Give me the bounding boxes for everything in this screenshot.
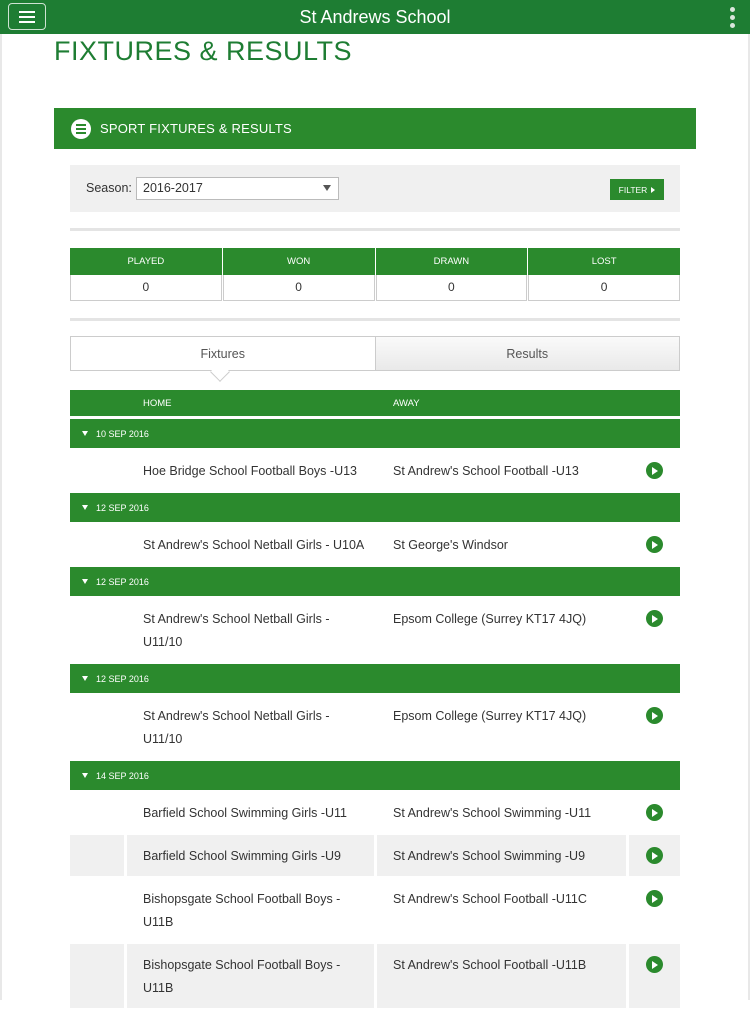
away-team: Epsom College (Surrey KT17 4JQ) [393, 709, 587, 723]
section-title: SPORT FIXTURES & RESULTS [100, 121, 292, 136]
season-filter-bar [70, 165, 680, 212]
stat-label: LOST [528, 248, 680, 275]
home-team: Bishopsgate School Football Boys - U11B [143, 892, 341, 929]
stat-label: PLAYED [70, 248, 222, 275]
tab-fixtures[interactable] [70, 336, 376, 371]
stat-label: WON [223, 248, 375, 275]
fixtures-list [70, 419, 680, 1010]
filter-button[interactable] [610, 179, 664, 200]
away-team: St Andrew's School Football -U13 [393, 464, 579, 478]
home-team: Hoe Bridge School Football Boys -U13 [143, 464, 358, 478]
collapse-arrow-icon [82, 579, 88, 584]
stat-value: 0 [223, 275, 375, 301]
fixture-details-icon[interactable] [646, 707, 663, 724]
away-team: St George's Windsor [393, 538, 508, 552]
chevron-right-icon [651, 187, 655, 193]
collapse-arrow-icon [82, 773, 88, 778]
stat-value: 0 [528, 275, 680, 301]
stats-table [70, 248, 680, 301]
section-header [54, 108, 696, 149]
top-app-bar [0, 0, 750, 34]
season-select[interactable] [136, 177, 339, 200]
collapse-arrow-icon [82, 505, 88, 510]
season-value: 2016-2017 [143, 181, 203, 195]
stat-lost [528, 248, 680, 301]
away-team: St Andrew's School Football -U11C [393, 892, 587, 906]
fixture-date: 12 SEP 2016 [96, 673, 149, 684]
away-team: St Andrew's School Swimming -U9 [377, 835, 629, 876]
home-team: Barfield School Swimming Girls -U9 [127, 835, 377, 876]
fixture-row[interactable] [70, 695, 680, 759]
date-group-header[interactable] [70, 761, 680, 790]
home-team: St Andrew's School Netball Girls - U10A [143, 538, 365, 552]
fixture-row[interactable] [70, 835, 680, 876]
fixture-date: 12 SEP 2016 [96, 576, 149, 587]
away-team: St Andrew's School Swimming -U11 [393, 806, 592, 820]
stat-value: 0 [70, 275, 222, 301]
stat-played [70, 248, 223, 301]
filter-label: FILTER [618, 184, 648, 195]
stat-drawn [376, 248, 529, 301]
fixture-date: 10 SEP 2016 [96, 428, 149, 439]
fixture-details-icon[interactable] [646, 890, 663, 907]
fixture-row[interactable] [70, 878, 680, 942]
home-team: St Andrew's School Netball Girls - U11/10 [143, 709, 330, 746]
tab-results[interactable] [376, 336, 681, 371]
collapse-arrow-icon [82, 431, 88, 436]
fixture-details-icon[interactable] [646, 610, 663, 627]
fixture-details-icon[interactable] [646, 847, 663, 864]
fixture-row[interactable] [70, 792, 680, 833]
home-team: Bishopsgate School Football Boys - U11B [127, 944, 377, 1008]
stat-won [223, 248, 376, 301]
fixture-date: 14 SEP 2016 [96, 770, 149, 781]
fixture-details-icon[interactable] [646, 536, 663, 553]
season-label: Season: [86, 181, 132, 195]
home-column-label: HOME [143, 398, 172, 409]
tab-label: Fixtures [200, 347, 245, 361]
date-group-header[interactable] [70, 419, 680, 448]
away-team: Epsom College (Surrey KT17 4JQ) [393, 612, 587, 626]
fixture-row[interactable] [70, 524, 680, 565]
fixture-row[interactable] [70, 598, 680, 662]
collapse-arrow-icon [82, 676, 88, 681]
away-column-label: AWAY [393, 398, 420, 409]
date-group-header[interactable] [70, 664, 680, 693]
left-border [0, 34, 2, 1000]
home-team: Barfield School Swimming Girls -U11 [143, 806, 347, 820]
active-tab-pointer [210, 362, 230, 382]
tab-bar [70, 336, 680, 371]
stat-label: DRAWN [376, 248, 528, 275]
fixture-row[interactable] [70, 450, 680, 491]
divider [70, 318, 680, 321]
away-team: St Andrew's School Football -U11B [377, 944, 629, 1008]
fixtures-column-header [70, 390, 680, 416]
fixture-date: 12 SEP 2016 [96, 502, 149, 513]
page-title: FIXTURES & RESULTS [54, 36, 353, 66]
hamburger-icon [19, 11, 35, 13]
fixture-details-icon[interactable] [646, 462, 663, 479]
divider [70, 228, 680, 231]
hamburger-menu-button[interactable] [8, 3, 46, 30]
dropdown-arrow-icon [323, 185, 331, 191]
stat-value: 0 [376, 275, 528, 301]
home-team: St Andrew's School Netball Girls - U11/10 [143, 612, 330, 649]
fixture-details-icon[interactable] [646, 804, 663, 821]
more-options-icon[interactable] [730, 7, 736, 28]
list-icon [71, 119, 91, 139]
fixture-row[interactable] [70, 944, 680, 1008]
date-group-header[interactable] [70, 567, 680, 596]
fixture-details-icon[interactable] [646, 956, 663, 973]
app-title: St Andrews School [299, 7, 451, 27]
tab-label: Results [506, 347, 549, 361]
date-group-header[interactable] [70, 493, 680, 522]
